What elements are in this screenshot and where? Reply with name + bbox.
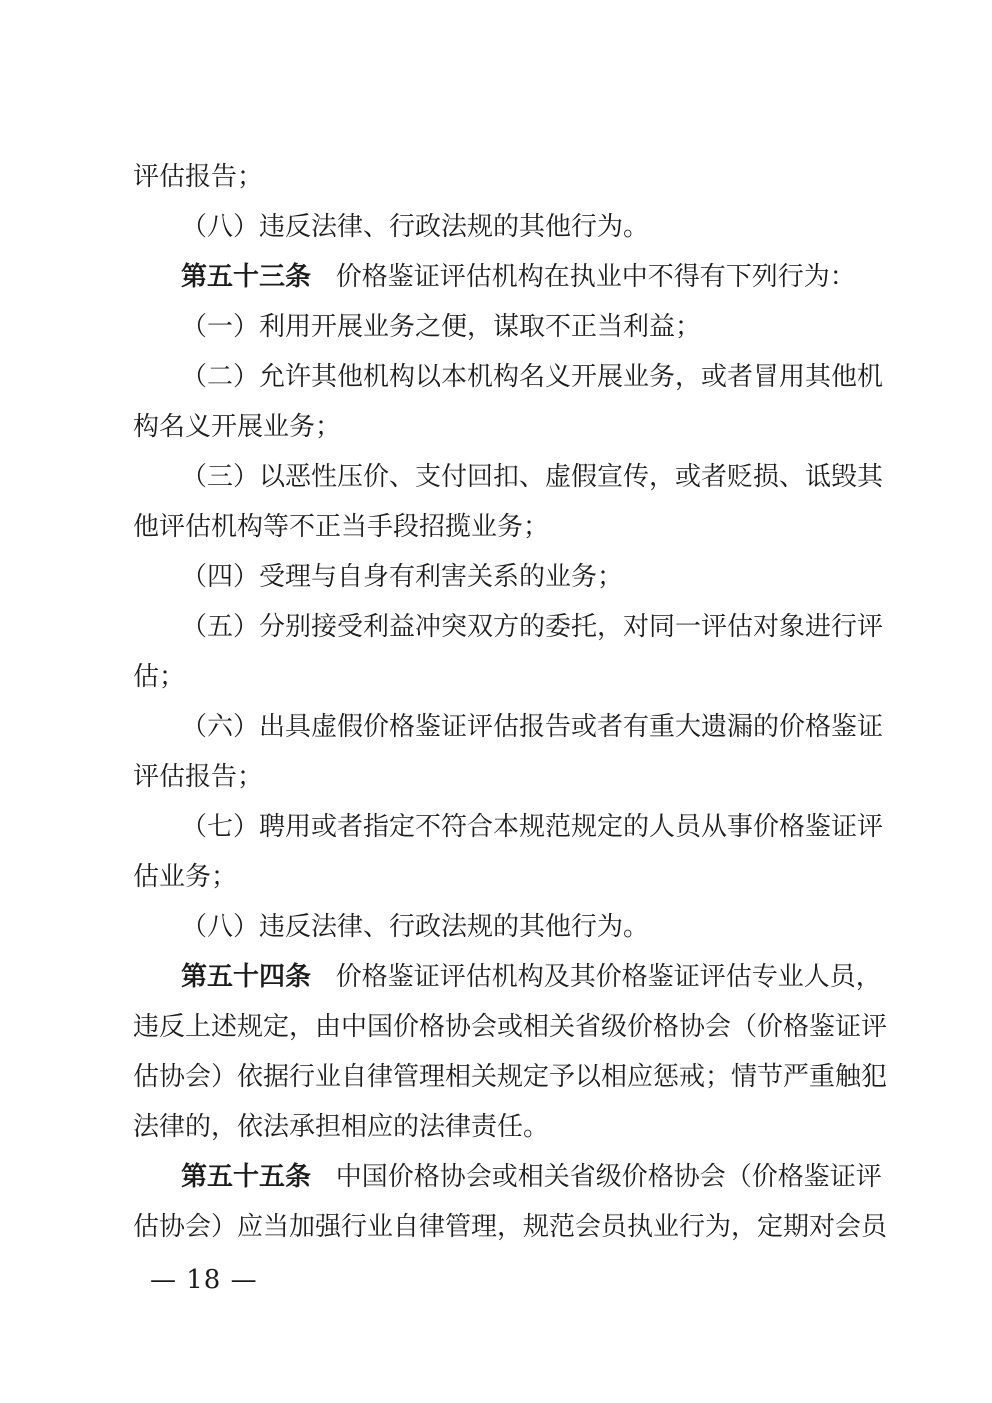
text-line [133, 252, 878, 302]
text-line [133, 352, 884, 402]
text-line [133, 1152, 882, 1202]
line-text: （七）聘用或者指定不符合本规范规定的人员从事价格鉴证评 [181, 812, 884, 842]
line-text: 评估报告； [133, 162, 264, 192]
text-line [133, 802, 884, 852]
page-number: — 18 — [150, 1265, 258, 1295]
line-text: （四）受理与自身有利害关系的业务； [181, 562, 624, 592]
line-text: （八）违反法律、行政法规的其他行为。 [181, 912, 650, 942]
line-text: 构名义开展业务； [133, 412, 342, 442]
line-text: 估协会）依据行业自律管理相关规定予以相应惩戒；情节严重触犯 [133, 1062, 888, 1092]
text-line [133, 1002, 888, 1052]
text-line [133, 1202, 888, 1252]
line-text: 法律的，依法承担相应的法律责任。 [133, 1112, 550, 1142]
text-line [133, 452, 884, 502]
text-line [133, 752, 878, 802]
text-line [133, 1052, 888, 1102]
text-line [133, 402, 878, 452]
text-line [133, 952, 882, 1002]
text-line [133, 652, 878, 702]
line-text: 他评估机构等不正当手段招揽业务； [133, 512, 550, 542]
line-text: 评估报告； [133, 762, 264, 792]
line-text: （八）违反法律、行政法规的其他行为。 [181, 212, 650, 242]
line-text: （三）以恶性压价、支付回扣、虚假宣传，或者贬损、诋毁其 [181, 462, 884, 492]
line-text: （二）允许其他机构以本机构名义开展业务，或者冒用其他机 [181, 362, 884, 392]
article-number: 第五十三条 [181, 262, 312, 292]
line-text: 估协会）应当加强行业自律管理，规范会员执业行为，定期对会员 [133, 1212, 888, 1242]
line-text: 估业务； [133, 862, 238, 892]
article-number: 第五十五条 [181, 1162, 312, 1192]
text-line [133, 152, 878, 202]
document-body [133, 152, 888, 1252]
text-line [133, 302, 878, 352]
line-text: 价格鉴证评估机构在执业中不得有下列行为： [335, 262, 856, 292]
text-line [133, 1102, 878, 1152]
text-line [133, 702, 884, 752]
line-text: （六）出具虚假价格鉴证评估报告或者有重大遗漏的价格鉴证 [181, 712, 884, 742]
article-number: 第五十四条 [181, 962, 312, 992]
text-line [133, 502, 878, 552]
line-text: 价格鉴证评估机构及其价格鉴证评估专业人员， [335, 962, 882, 992]
text-line [133, 902, 878, 952]
text-line [133, 202, 878, 252]
line-text: （五）分别接受利益冲突双方的委托，对同一评估对象进行评 [181, 612, 884, 642]
text-line [133, 552, 878, 602]
text-line [133, 852, 878, 902]
line-text: 估； [133, 662, 186, 692]
line-text: （一）利用开展业务之便，谋取不正当利益； [181, 312, 702, 342]
line-text: 违反上述规定，由中国价格协会或相关省级价格协会（价格鉴证评 [133, 1012, 888, 1042]
text-line [133, 602, 884, 652]
line-text: 中国价格协会或相关省级价格协会（价格鉴证评 [335, 1162, 882, 1192]
